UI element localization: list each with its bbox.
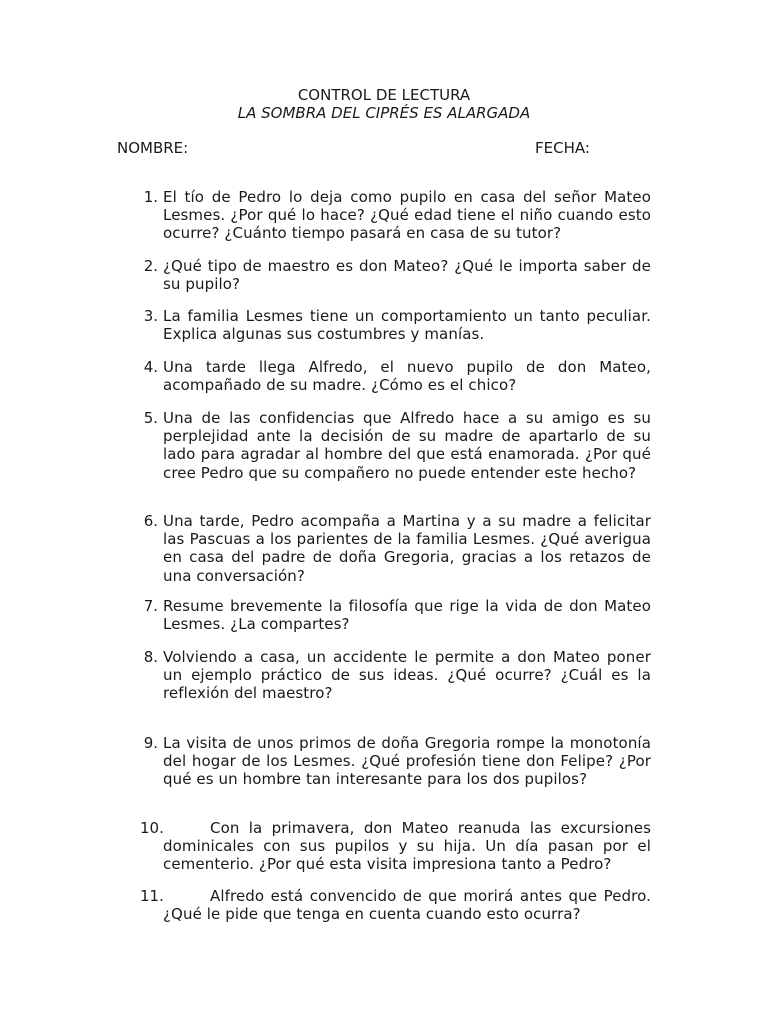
question-number: 11. bbox=[140, 887, 164, 905]
question-number: 3. bbox=[143, 307, 158, 325]
book-title: LA SOMBRA DEL CIPRÉS ES ALARGADA bbox=[237, 104, 531, 122]
question-number: 5. bbox=[143, 409, 158, 427]
question-text: Una de las confidencias que Alfredo hace a su amigo es su perplejidad ante la decisión de su madre de apartarlo de su lado para agradar al hombre del que está enamorada. ¿Por qué cree Pedro que su compañero no puede entender este hecho? bbox=[163, 409, 651, 482]
question-text: Resume brevemente la filosofía que rige la vida de don Mateo Lesmes. ¿La compartes? bbox=[163, 597, 651, 634]
question-text: Con la primavera, don Mateo reanuda las excursiones dominicales con sus pupilos y su hija. Un día pasan por el cementerio. ¿Por qué esta visita impresiona tanto a Pedro? bbox=[163, 819, 651, 874]
question-text: La visita de unos primos de doña Gregoria rompe la monotonía del hogar de los Lesmes. ¿Qué profesión tiene don Felipe? ¿Por qué es un hombre tan interesante para los dos pupilos? bbox=[163, 734, 651, 789]
question-number: 7. bbox=[143, 597, 158, 615]
date-field-label: FECHA: bbox=[535, 139, 590, 157]
question-number: 2. bbox=[143, 257, 158, 275]
question-text: Una tarde, Pedro acompaña a Martina y a su madre a felicitar las Pascuas a los parientes de la familia Lesmes. ¿Qué averigua en casa del padre de doña Gregoria, gracias a los retazos de una conversación? bbox=[163, 512, 651, 585]
question-text: La familia Lesmes tiene un comportamiento un tanto peculiar. Explica algunas sus costumbres y manías. bbox=[163, 307, 651, 344]
question-number: 4. bbox=[143, 358, 158, 376]
question-number: 10. bbox=[140, 819, 164, 837]
question-text: Una tarde llega Alfredo, el nuevo pupilo de don Mateo, acompañado de su madre. ¿Cómo es el chico? bbox=[163, 358, 651, 395]
question-number: 6. bbox=[143, 512, 158, 530]
document-title: CONTROL DE LECTURA bbox=[297, 86, 471, 104]
question-number: 1. bbox=[143, 188, 158, 206]
question-text: Volviendo a casa, un accidente le permite a don Mateo poner un ejemplo práctico de sus ideas. ¿Qué ocurre? ¿Cuál es la reflexión del maestro? bbox=[163, 648, 651, 703]
name-field-label: NOMBRE: bbox=[117, 139, 189, 157]
question-number: 8. bbox=[143, 648, 158, 666]
question-text: ¿Qué tipo de maestro es don Mateo? ¿Qué le importa saber de su pupilo? bbox=[163, 257, 651, 294]
question-number: 9. bbox=[143, 734, 158, 752]
question-text: Alfredo está convencido de que morirá antes que Pedro. ¿Qué le pide que tenga en cuenta cuando esto ocurra? bbox=[163, 887, 651, 924]
question-text: El tío de Pedro lo deja como pupilo en casa del señor Mateo Lesmes. ¿Por qué lo hace? ¿Qué edad tiene el niño cuando esto ocurre? ¿Cuánto tiempo pasará en casa de su tutor? bbox=[163, 188, 651, 243]
